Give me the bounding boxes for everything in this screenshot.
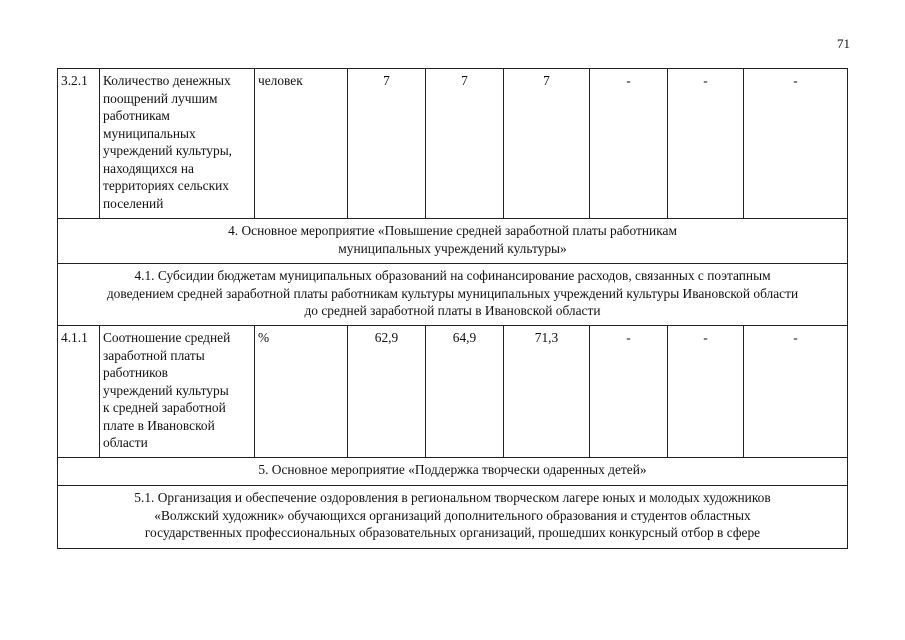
section-heading-line: 5. Основное мероприятие «Поддержка творчески одаренных детей» [258, 462, 647, 477]
indicator-name-line: муниципальных [103, 125, 196, 141]
value-cell: - [590, 69, 668, 219]
subsection-heading-line: государственных профессиональных образовательных организаций, прошедших конкурсный отбор в сфере [144, 525, 761, 540]
indicator-name-line: территориях сельских [103, 178, 229, 193]
section-heading-line: муниципальных учреждений культуры» [338, 240, 567, 256]
subsection-heading [58, 264, 848, 326]
value-cell: 71,3 [504, 326, 590, 458]
indicator-name-line: учреждений культуры, [103, 143, 233, 158]
value-cell: 62,9 [348, 326, 426, 458]
row-number: 3.2.1 [58, 69, 100, 219]
table-row-4-1-1 [58, 326, 848, 458]
indicator-name-line: работников [103, 365, 168, 380]
subsection-heading-line: до средней заработной платы в Ивановской области [304, 303, 601, 318]
subsection-heading-line: «Волжский художник» обучающихся организаций дополнительного образования и студентов областных [154, 507, 751, 523]
value-cell: - [744, 69, 848, 219]
indicator-name-line: поселений [103, 195, 164, 211]
indicator-name-line: области [103, 435, 148, 450]
indicator-name-line: поощрений лучшим [103, 90, 218, 106]
page-number: 71 [837, 36, 850, 51]
indicator-name-line: Соотношение средней [103, 330, 231, 345]
row-number: 4.1.1 [58, 326, 100, 458]
indicator-name [100, 69, 255, 219]
indicators-table [57, 68, 848, 549]
indicator-name-line: заработной платы [103, 347, 205, 363]
indicator-name-line: учреждений культуры [103, 382, 229, 398]
section-heading-line: 4. Основное мероприятие «Повышение средней заработной платы работникам [228, 223, 677, 238]
section-row-5 [58, 458, 848, 486]
value-cell: - [744, 326, 848, 458]
section-row-5-1 [58, 486, 848, 549]
section-row-4-1 [58, 264, 848, 326]
table-row-3-2-1 [58, 69, 848, 219]
indicator-name-line: Количество денежных [103, 73, 231, 88]
value-cell: - [668, 326, 744, 458]
subsection-heading [58, 486, 848, 549]
subsection-heading-line: доведением средней заработной платы работникам культуры муниципальных учреждений культуры Ивановской области [106, 285, 799, 301]
subsection-heading-line: 5.1. Организация и обеспечение оздоровления в региональном творческом лагере юных и молодых художников [134, 490, 771, 505]
value-cell: - [590, 326, 668, 458]
indicator-name-line: к средней заработной [103, 400, 226, 415]
value-cell: 7 [348, 69, 426, 219]
unit-cell: % [255, 326, 348, 458]
value-cell: 64,9 [426, 326, 504, 458]
value-cell: - [668, 69, 744, 219]
section-row-4 [58, 219, 848, 264]
value-cell: 7 [426, 69, 504, 219]
value-cell: 7 [504, 69, 590, 219]
indicator-name [100, 326, 255, 458]
indicator-name-line: работникам [103, 108, 170, 123]
unit-cell: человек [255, 69, 348, 219]
section-heading [58, 219, 848, 264]
indicator-name-line: плате в Ивановской [103, 417, 215, 433]
section-heading [58, 458, 848, 486]
indicator-name-line: находящихся на [103, 160, 194, 176]
subsection-heading-line: 4.1. Субсидии бюджетам муниципальных образований на софинансирование расходов, связанных с поэтапным [134, 268, 771, 283]
